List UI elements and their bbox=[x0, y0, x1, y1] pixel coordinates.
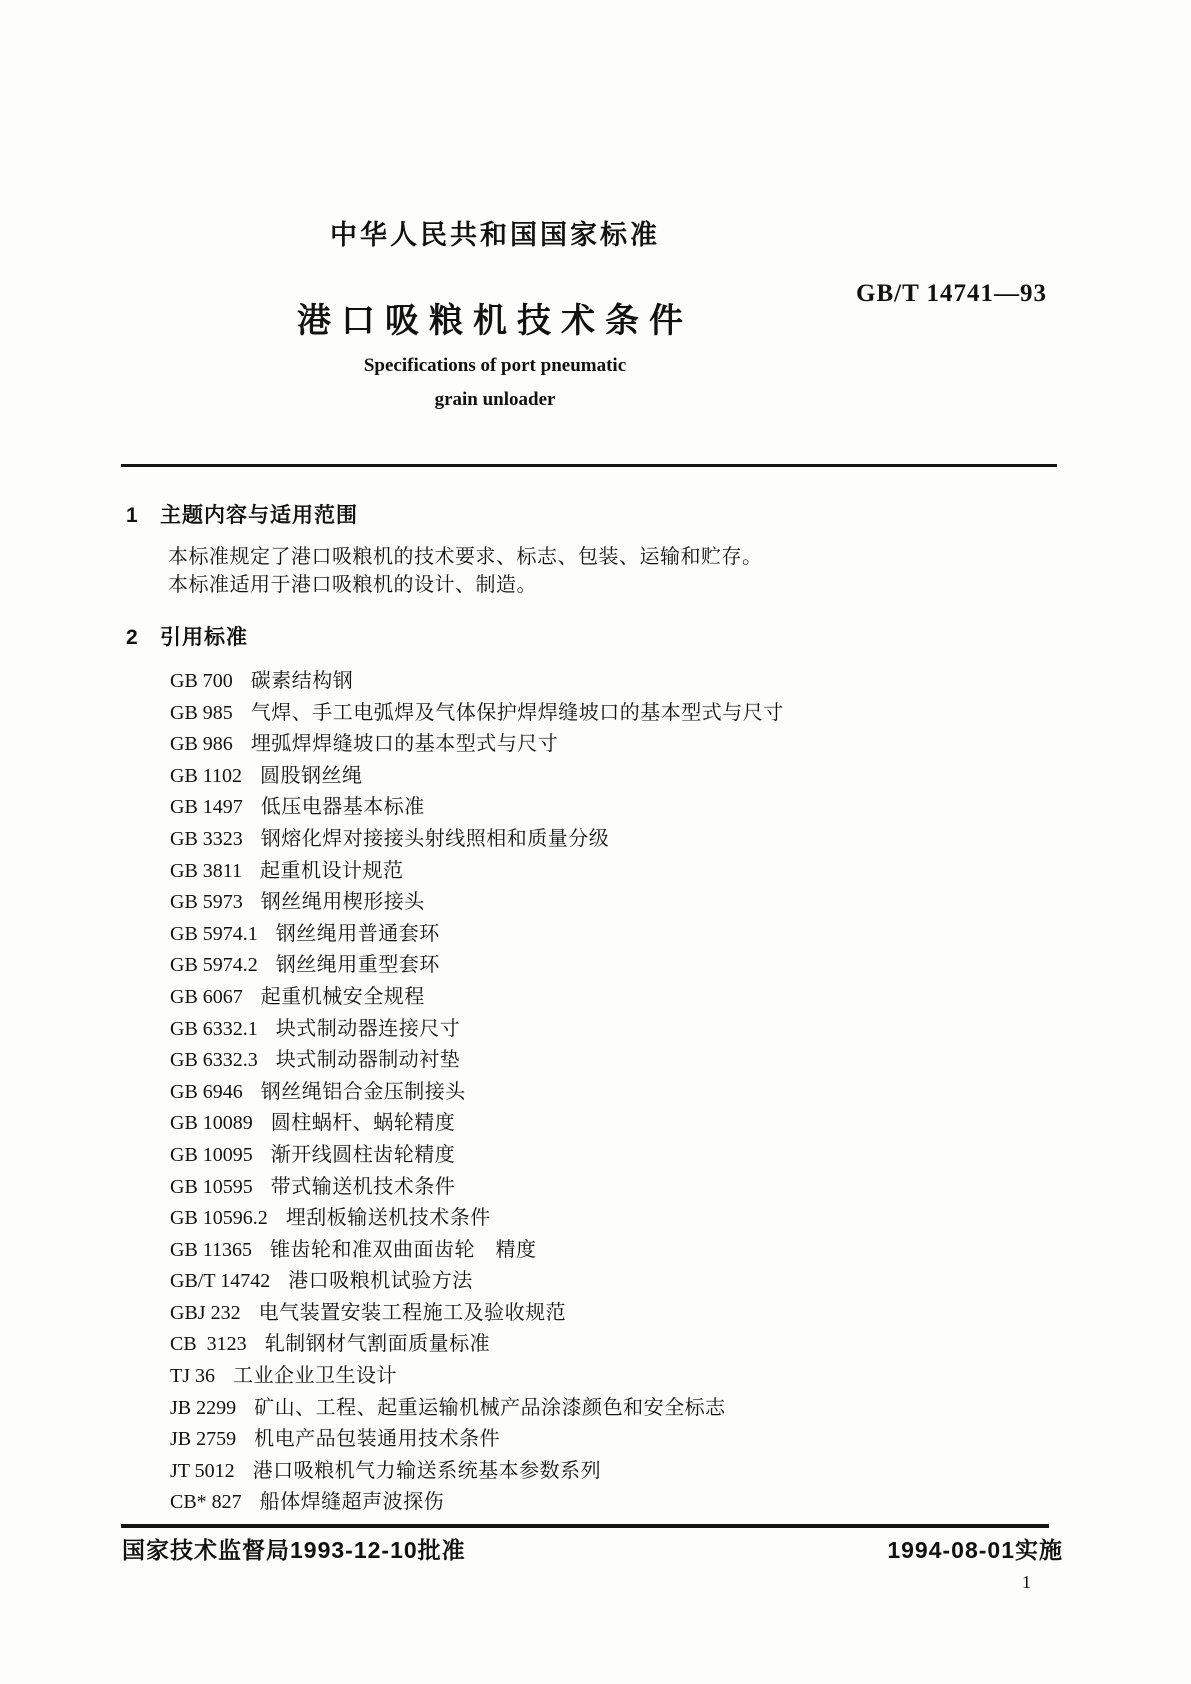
reference-title: 港口吸粮机气力输送系统基本参数系列 bbox=[252, 1459, 602, 1482]
reference-title: 起重机设计规范 bbox=[260, 859, 404, 882]
paragraph: 本标准适用于港口吸粮机的设计、制造。 bbox=[168, 574, 537, 596]
document-title-en-line1: Specifications of port pneumatic bbox=[363, 355, 627, 376]
section-2-title: 引用标准 bbox=[160, 626, 248, 649]
reference-list bbox=[170, 666, 784, 1519]
reference-code: GB 11365 bbox=[170, 1238, 253, 1261]
reference-title: 矿山、工程、起重运输机械产品涂漆颜色和安全标志 bbox=[254, 1396, 726, 1419]
section-1-heading bbox=[126, 499, 358, 529]
reference-title: 圆柱蜗杆、蜗轮精度 bbox=[270, 1112, 456, 1135]
reference-code: GB 10595 bbox=[170, 1175, 253, 1198]
reference-title: 港口吸粮机试验方法 bbox=[288, 1270, 473, 1293]
reference-code: GB 6332.1 bbox=[170, 1017, 258, 1040]
reference-code: GB 5973 bbox=[170, 891, 243, 914]
reference-item bbox=[170, 1361, 784, 1393]
section-2-number: 2 bbox=[126, 626, 138, 649]
reference-item bbox=[170, 1108, 784, 1140]
reference-item bbox=[170, 761, 784, 793]
reference-code: GB 1102 bbox=[170, 764, 243, 787]
reference-title: 圆股钢丝绳 bbox=[260, 764, 363, 787]
reference-item bbox=[170, 1014, 784, 1046]
reference-code: GB 986 bbox=[170, 733, 233, 756]
reference-title: 气焊、手工电弧焊及气体保护焊焊缝坡口的基本型式与尺寸 bbox=[250, 701, 784, 724]
reference-item bbox=[170, 729, 784, 761]
reference-code: GB 1497 bbox=[170, 796, 243, 819]
reference-code: GB/T 14742 bbox=[170, 1270, 271, 1293]
section-1-title: 主题内容与适用范围 bbox=[160, 504, 358, 527]
reference-title: 船体焊缝超声波探伤 bbox=[259, 1491, 445, 1514]
reference-item bbox=[170, 1235, 784, 1267]
reference-item bbox=[170, 1172, 784, 1204]
reference-title: 块式制动器连接尺寸 bbox=[275, 1017, 461, 1040]
reference-item bbox=[170, 950, 784, 982]
reference-item bbox=[170, 856, 784, 888]
section-1-body bbox=[168, 543, 763, 599]
reference-code: TJ 36 bbox=[170, 1365, 215, 1388]
reference-item bbox=[170, 887, 784, 919]
document-title-en-line2: grain unloader bbox=[434, 389, 556, 410]
reference-item bbox=[170, 1456, 784, 1488]
reference-title: 低压电器基本标准 bbox=[260, 796, 425, 819]
reference-code: GB 10095 bbox=[170, 1143, 253, 1166]
reference-code: GB 3323 bbox=[170, 827, 243, 850]
reference-code: GB 10596.2 bbox=[170, 1207, 268, 1230]
reference-code: GB 5974.2 bbox=[170, 954, 258, 977]
reference-code: GB 6332.3 bbox=[170, 1049, 258, 1072]
reference-title: 埋弧焊焊缝坡口的基本型式与尺寸 bbox=[250, 733, 559, 756]
reference-title: 钢丝绳铝合金压制接头 bbox=[260, 1080, 466, 1103]
reference-code: GB 985 bbox=[170, 701, 233, 724]
reference-title: 钢丝绳用普通套环 bbox=[275, 922, 440, 945]
reference-item bbox=[170, 1329, 784, 1361]
section-1-number: 1 bbox=[126, 504, 138, 527]
reference-item bbox=[170, 698, 784, 730]
reference-title: 埋刮板输送机技术条件 bbox=[285, 1207, 491, 1230]
reference-title: 渐开线圆柱齿轮精度 bbox=[270, 1143, 456, 1166]
reference-item bbox=[170, 666, 784, 698]
reference-title: 锥齿轮和准双曲面齿轮 精度 bbox=[270, 1238, 537, 1261]
reference-item bbox=[170, 919, 784, 951]
reference-code: GB 6946 bbox=[170, 1080, 243, 1103]
reference-title: 钢熔化焊对接接头射线照相和质量分级 bbox=[260, 827, 610, 850]
reference-title: 电气装置安装工程施工及验收规范 bbox=[258, 1301, 567, 1324]
reference-item bbox=[170, 1203, 784, 1235]
reference-item bbox=[170, 792, 784, 824]
standard-number: GB/T 14741—93 bbox=[856, 280, 1048, 307]
reference-item bbox=[170, 1393, 784, 1425]
paragraph: 本标准规定了港口吸粮机的技术要求、标志、包装、运输和贮存。 bbox=[168, 546, 763, 568]
reference-code: GBJ 232 bbox=[170, 1301, 241, 1324]
reference-title: 碳素结构钢 bbox=[250, 670, 354, 692]
reference-title: 钢丝绳用楔形接头 bbox=[260, 891, 425, 914]
reference-title: 带式输送机技术条件 bbox=[270, 1175, 456, 1198]
reference-code: GB 700 bbox=[170, 670, 233, 692]
reference-code: CB 3123 bbox=[170, 1333, 247, 1356]
implementation-date-text: 1994-08-01实施 bbox=[887, 1537, 1063, 1563]
footer-rule bbox=[121, 1524, 1049, 1528]
reference-item bbox=[170, 1298, 784, 1330]
section-2-heading bbox=[126, 621, 248, 651]
reference-item bbox=[170, 1045, 784, 1077]
reference-item bbox=[170, 1077, 784, 1109]
reference-code: CB* 827 bbox=[170, 1491, 242, 1514]
reference-title: 轧制钢材气割面质量标准 bbox=[264, 1333, 491, 1356]
document-title-zh: 港口吸粮机技术条件 bbox=[297, 302, 693, 340]
approval-date-text: 国家技术监督局1993-12-10批准 bbox=[122, 1537, 466, 1563]
reference-code: GB 10089 bbox=[170, 1112, 253, 1135]
reference-title: 块式制动器制动衬垫 bbox=[275, 1049, 461, 1072]
reference-item bbox=[170, 1424, 784, 1456]
reference-code: JT 5012 bbox=[170, 1459, 235, 1482]
reference-item bbox=[170, 1266, 784, 1298]
reference-code: JB 2299 bbox=[170, 1396, 237, 1419]
reference-code: GB 3811 bbox=[170, 859, 243, 882]
header-rule bbox=[121, 464, 1057, 467]
reference-item bbox=[170, 982, 784, 1014]
reference-code: GB 5974.1 bbox=[170, 922, 258, 945]
reference-title: 起重机械安全规程 bbox=[260, 985, 425, 1008]
national-standard-label: 中华人民共和国国家标准 bbox=[330, 220, 660, 250]
reference-item bbox=[170, 1487, 784, 1519]
reference-item bbox=[170, 824, 784, 856]
page-number: 1 bbox=[1022, 1572, 1031, 1592]
reference-title: 工业企业卫生设计 bbox=[233, 1365, 397, 1388]
reference-code: JB 2759 bbox=[170, 1428, 237, 1451]
reference-code: GB 6067 bbox=[170, 985, 243, 1008]
reference-item bbox=[170, 1140, 784, 1172]
reference-title: 机电产品包装通用技术条件 bbox=[254, 1428, 501, 1451]
reference-title: 钢丝绳用重型套环 bbox=[275, 954, 440, 977]
